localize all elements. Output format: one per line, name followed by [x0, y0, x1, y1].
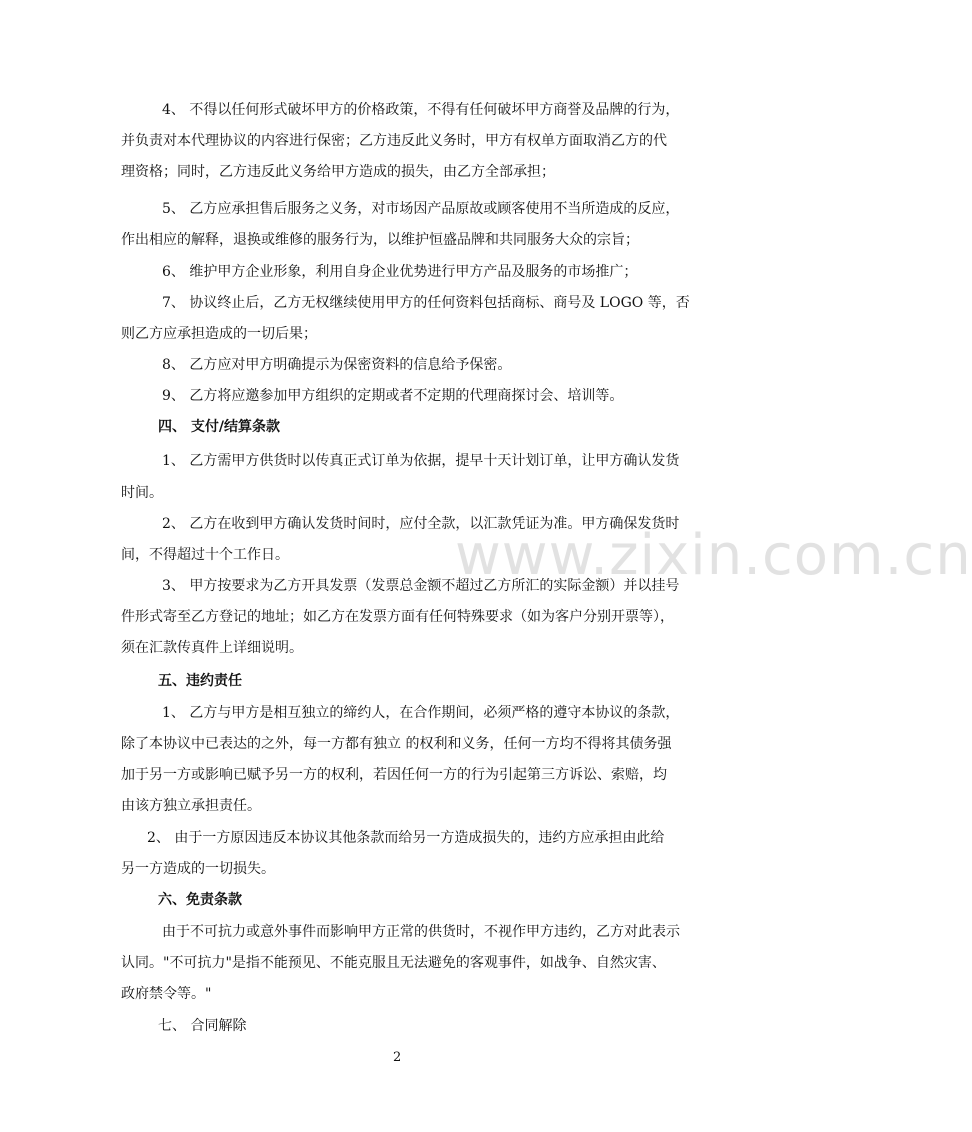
clause-line: 由该方独立承担责任。: [121, 798, 261, 814]
section-heading: 六、免责条款: [158, 892, 242, 908]
clause-line: 2、 乙方在收到甲方确认发货时间时，应付全款，以汇款凭证为准。甲方确保发货时: [162, 516, 680, 532]
clause-line: 2、 由于一方原因违反本协议其他条款而给另一方造成损失的，违约方应承担由此给: [147, 830, 665, 846]
clause-line: 除了本协议中已表达的之外，每一方都有独立 的权利和义务，任何一方均不得将其债务强: [121, 736, 672, 752]
clause-line: 须在汇款传真件上详细说明。: [121, 640, 303, 656]
clause-line: 由于不可抗力或意外事件而影响甲方正常的供货时，不视作甲方违约，乙方对此表示: [162, 924, 680, 940]
clause-line: 间，不得超过十个工作日。: [121, 547, 289, 563]
section-heading: 七、 合同解除: [158, 1018, 247, 1034]
clause-line: 则乙方应承担造成的一切后果；: [121, 326, 317, 342]
clause-line: 7、 协议终止后，乙方无权继续使用甲方的任何资料包括商标、商号及 LOGO 等，否: [162, 295, 690, 311]
clause-line: 时间。: [121, 485, 163, 501]
clause-line: 3、 甲方按要求为乙方开具发票（发票总金额不超过乙方所汇的实际金额）并以挂号: [162, 578, 680, 594]
page-number: 2: [393, 1050, 402, 1065]
clause-line: 理资格；同时，乙方违反此义务给甲方造成的损失，由乙方全部承担；: [121, 164, 555, 180]
section-heading: 五、违约责任: [158, 673, 242, 689]
clause-line: 4、 不得以任何形式破坏甲方的价格政策，不得有任何破坏甲方商誉及品牌的行为，: [162, 102, 680, 118]
clause-line: 件形式寄至乙方登记的地址；如乙方在发票方面有任何特殊要求（如为客户分别开票等），: [121, 609, 674, 625]
clause-line: 另一方造成的一切损失。: [121, 861, 275, 877]
clause-line: 1、 乙方需甲方供货时以传真正式订单为依据，提早十天计划订单，让甲方确认发货: [162, 453, 680, 469]
clause-line: 5、 乙方应承担售后服务之义务，对市场因产品原故或顾客使用不当所造成的反应，: [162, 201, 680, 217]
watermark: www.zixin.com.cn: [455, 523, 972, 588]
clause-line: 加于另一方或影响已赋予另一方的权利，若因任何一方的行为引起第三方诉讼、索赔，均: [121, 767, 667, 783]
clause-line: 6、 维护甲方企业形象，利用自身企业优势进行甲方产品及服务的市场推广；: [162, 264, 638, 280]
clause-line: 作出相应的解释，退换或维修的服务行为，以维护恒盛品牌和共同服务大众的宗旨；: [121, 232, 639, 248]
clause-line: 9、 乙方将应邀参加甲方组织的定期或者不定期的代理商探讨会、培训等。: [162, 388, 624, 404]
clause-line: 8、 乙方应对甲方明确提示为保密资料的信息给予保密。: [162, 357, 512, 373]
clause-line: 1、 乙方与甲方是相互独立的缔约人，在合作期间，必须严格的遵守本协议的条款，: [162, 705, 680, 721]
clause-line: 并负责对本代理协议的内容进行保密；乙方违反此义务时，甲方有权单方面取消乙方的代: [121, 133, 667, 149]
clause-line: 认同。"不可抗力"是指不能预见、不能克服且无法避免的客观事件，如战争、自然灾害、: [121, 955, 666, 971]
clause-line: 政府禁令等。": [121, 986, 212, 1002]
section-heading: 四、 支付/结算条款: [158, 419, 280, 435]
